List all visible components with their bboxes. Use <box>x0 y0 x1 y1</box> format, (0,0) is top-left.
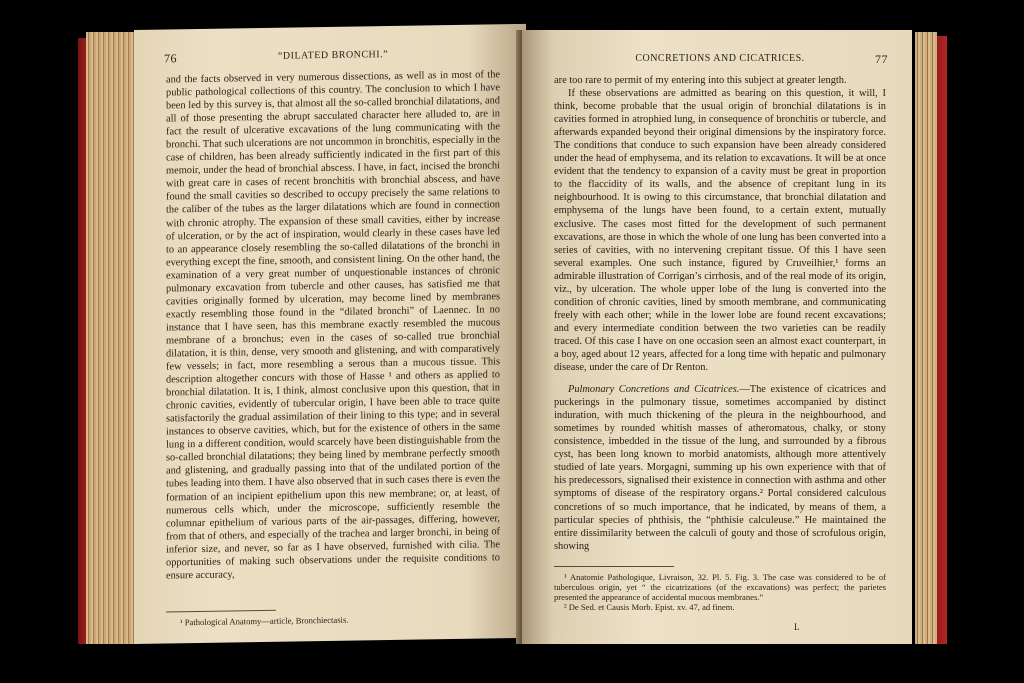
left-page <box>134 24 526 644</box>
right-paragraph-2: If these observations are admitted as bearing on this question, it will, I think, become probable that the usual origin of bronchial dilatations is in cavities formed in atrophied lung, in consequence of bronchitis or tubercle, and afterwards expanded beyond their original dimensions by the inspiratory force. The conditions that conduce to such expansion have been already considered under the head of emphysema, and its relation to excavations. It will be at once evident that the tendency to expansion of a cavity must be great in proportion to the flaccidity of its walls, and the absence of crepitant lung in its neighbourhood. It is owing to this circumstance, that bronchial dilatation and emphysema of the lungs have been found, to a certain extent, mutually exclusive. The cases most fitted for the development of such permanent excavations, are those in which the whole of one lung has been converted into a series of cavities, with no intervening crepitant tissue. Of this I have seen several examples. One such instance, figured by Cruveilhier,¹ forms an admirable illustration of Corrigan’s cirrhosis, and of the real mode of its origin, viz., by ulceration. The whole upper lobe of the lung is converted into the condition of chronic cavities, lined by smooth membrane, and communicating freely with each other; while in the lower lobe are found recent excavations; and every intermediate condition between the two varieties can be readily traced. Of this case I have on one occasion seen an almost exact counterpart, in a boy, aged about 12 years, affected for a long time with hepatic and pulmonary disease, under the care of Dr Renton. <box>554 88 886 374</box>
page-edges-right <box>915 32 937 644</box>
right-running-head <box>552 52 888 66</box>
right-footnote-1: ¹ Anatomie Pathologique, Livraison, 32. Pl. 5. Fig. 3. The case was considered to be of tuberculous origin, yet “ the cicatrizations (of the excavations) was perfect; the parietes presented the appearance of accidental mucous membranes.” <box>554 572 886 602</box>
left-body-text <box>166 68 500 582</box>
right-paragraph-1: are too rare to permit of my entering into this subject at greater length. <box>554 75 847 86</box>
section-heading: Pulmonary Concretions and Cicatrices. <box>568 384 740 396</box>
open-book <box>72 26 947 654</box>
left-footnote: ¹ Pathological Anatomy—article, Bronchiectasis. <box>180 614 349 628</box>
right-footnotes <box>554 572 886 612</box>
left-footnotes <box>166 612 500 627</box>
right-page <box>522 30 912 644</box>
right-page-number: 77 <box>875 52 888 66</box>
left-footnote-rule <box>166 610 276 613</box>
right-paragraph-3-text: —The existence of cicatrices and puckerings in the pulmonary tissue, sometimes accompanied by distinct induration, with much thickening of the pleura in the neighbourhood, and sometimes by rounded whitish masses of atheromatous, chalky, or stony consistence, imbedded in the tissue of the lung, and surrounded by a fibrous cyst, has been long known to morbid anatomists, although more attentively studied of late years. Morgagni, summing up his own experience with that of his predecessors, signalised their existence in connection with asthma and other symptoms of disease of the respiratory organs.² Portal considered calculous concretions of so much importance, that he indicated, by means of them, a particular species of phthisis, the “phthisie calculeuse.” He maintained the entire dissimilarity between the calculi of gouty and those of scrofulous origin, showing <box>554 384 886 552</box>
signature-mark: L <box>794 622 800 632</box>
right-footnote-2: ² De Sed. et Causis Morb. Epist. xv. 47, ad finem. <box>564 602 735 612</box>
right-body-text <box>554 74 886 553</box>
page-edges-left <box>86 32 138 644</box>
left-running-head <box>164 46 502 65</box>
left-paragraph: and the facts observed in very numerous dissections, as well as in most of the public pathological collections of this country. The conclusion to which I have been led by this survey is, that almost all the so-called bronchial dilatations, and all of those presenting the abrupt sacculated character here alluded to, are in fact the result of ulcerative excavations of the lung communicating with the bronchi. That such ulcerations are not uncommon in bronchitis, especially in the case of children, has been already sufficiently indicated in the first part of this memoir, under the head of bronchial abscess. I have, in fact, incised the bronchi with great care in cases of recent bronchitis with bronchial abscess, and have found the small cavities so described to occupy precisely the same relations to the caliber of the tubes as the larger dilatations which are found in connection with chronic atrophy. The expansion of these small cavities, either by increase of ulceration, or by the act of inspiration, would clearly in these cases have led to an appearance closely resembling the so-called dilatations of the bronchi in everything except the fine, smooth, and consistent lining. On the other hand, the examination of a very great number of unquestionable instances of chronic pulmonary excavation from tubercle and other causes, has satisfied me that cavities originally formed by ulceration, may become lined by membranes exactly resembling those found in the “dilated bronchi” of Laennec. In no instance that I have seen, has this membrane exactly resembled the mucous membrane of a bronchus; even in the cases of so-called true bronchial dilatation, it is thin, dense, very smooth and glistening, and with comparatively few vessels; in fact, more resembling a serous than a mucous tissue. This description altogether concurs with those of Hasse ¹ and others as applied to bronchial dilatation. It is, I think, almost conclusive upon this question, that in chronic cavities, evidently of tubercular origin, I have been able to trace quite satisfactorily the gradual assimilation of their lining to this type; and in several instances to observe cavities, which, but for the existence of others in the same lung in a different condition, would scarcely have been distinguishable from the so-called bronchial dilatations; they being lined by membrane perfectly smooth and glistening, and gradually passing into that of the undilated portion of the tubes leading into them. I have also observed that in such cases there is even the formation of an incipient epithelium upon this new membrane; or, at least, of numerous cells which, under the microscope, sufficiently resemble the columnar epithelium of various parts of the air-passages, differing, however, from that of others, and especially of the trachea and larger bronchi, in being of inferior size, and never, so far as I have observed, furnished with cilia. The opportunities of making such observations under the requisite conditions to ensure accuracy, <box>166 69 500 582</box>
right-paragraph-3 <box>554 383 886 553</box>
right-running-title: CONCRETIONS AND CICATRICES. <box>635 53 805 64</box>
left-running-title: “DILATED BRONCHI.” <box>277 49 389 62</box>
left-page-number: 76 <box>164 51 177 66</box>
right-footnote-rule <box>554 566 674 567</box>
